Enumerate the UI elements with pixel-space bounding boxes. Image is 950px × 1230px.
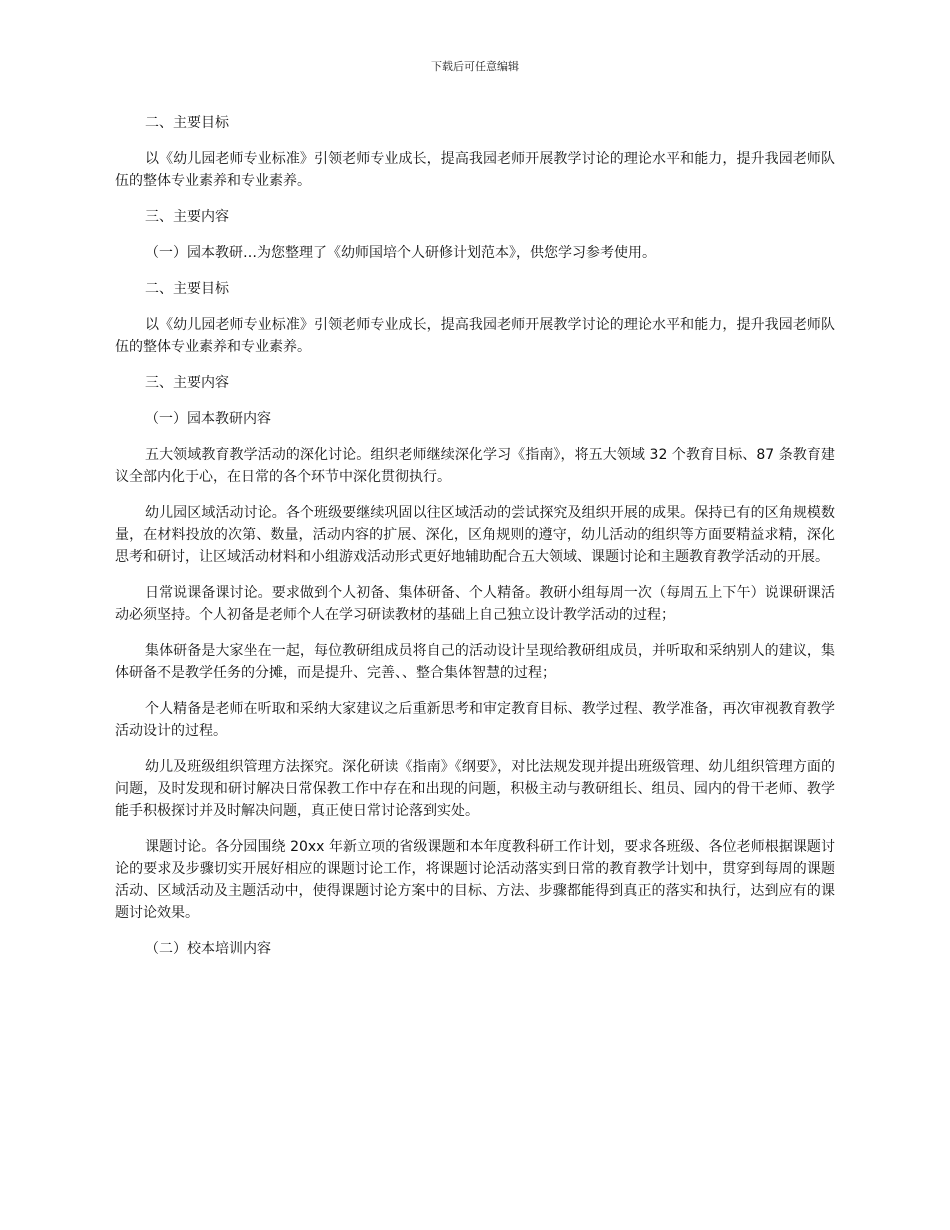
section-heading: （二）校本培训内容 bbox=[145, 941, 271, 957]
paragraph: 集体研备是大家坐在一起，每位教研组成员将自己的活动设计呈现给教研组成员，并听取和采纳别人的建议，集体研备不是教学任务的分摊，而是提升、完善、、整合集体智慧的过程； bbox=[115, 643, 835, 681]
paragraph: 以《幼儿园老师专业标准》引领老师专业成长，提高我园老师开展教学讨论的理论水平和能力，提升我园老师队伍的整体专业素养和专业素养。 bbox=[115, 317, 835, 355]
paragraph: 以《幼儿园老师专业标准》引领老师专业成长，提高我园老师开展教学讨论的理论水平和能力，提升我园老师队伍的整体专业素养和专业素养。 bbox=[115, 151, 835, 189]
section-heading: （一）园本教研…为您整理了《幼师国培个人研修计划范本》，供您学习参考使用。 bbox=[145, 245, 656, 261]
document-body bbox=[115, 112, 835, 974]
paragraph: 课题讨论。各分园围绕 20xx 年新立项的省级课题和本年度教科研工作计划，要求各班级、各位老师根据课题讨论的要求及步骤切实开展好相应的课题讨论工作，将课题讨论活动落实到日常的教育教学计划中，贯穿到每周的课题活动、区域活动及主题活动中，使得课题讨论方案中的目标、方法、步骤都能得到真正的落实和执行，达到应有的课题讨论效果。 bbox=[115, 839, 835, 921]
section-heading: 二、主要目标 bbox=[145, 115, 229, 131]
paragraph: 日常说课备课讨论。要求做到个人初备、集体研备、个人精备。教研小组每周一次（每周五上下午）说课研课活动必须坚持。个人初备是老师个人在学习研读教材的基础上自己独立设计教学活动的过程； bbox=[115, 585, 835, 623]
paragraph: 幼儿园区域活动讨论。各个班级要继续巩固以往区域活动的尝试探究及组织开展的成果。保持已有的区角规模数量，在材料投放的次第、数量，活动内容的扩展、深化，区角规则的遵守，幼儿活动的组织等方面要精益求精，深化思考和研讨，让区域活动材料和小组游戏活动形式更好地辅助配合五大领域、课题讨论和主题教育教学活动的开展。 bbox=[115, 505, 835, 565]
paragraph: 幼儿及班级组织管理方法探究。深化研读《指南》《纲要》，对比法规发现并提出班级管理、幼儿组织管理方面的问题，及时发现和研讨解决日常保教工作中存在和出现的问题，积极主动与教研组长、组员、园内的骨干老师、教学能手积极探讨并及时解决问题，真正使日常讨论落到实处。 bbox=[115, 759, 835, 819]
paragraph: 五大领域教育教学活动的深化讨论。组织老师继续深化学习《指南》，将五大领域 32 个教育目标、87 条教育建议全部内化于心，在日常的各个环节中深化贯彻执行。 bbox=[115, 447, 835, 485]
section-heading: （一）园本教研内容 bbox=[145, 411, 271, 427]
section-heading: 三、主要内容 bbox=[145, 209, 229, 225]
paragraph: 个人精备是老师在听取和采纳大家建议之后重新思考和审定教育目标、教学过程、教学准备，再次审视教育教学活动设计的过程。 bbox=[115, 701, 835, 739]
section-heading: 三、主要内容 bbox=[145, 375, 229, 391]
page-header-note: 下载后可任意编辑 bbox=[431, 60, 519, 73]
section-heading: 二、主要目标 bbox=[145, 281, 229, 297]
